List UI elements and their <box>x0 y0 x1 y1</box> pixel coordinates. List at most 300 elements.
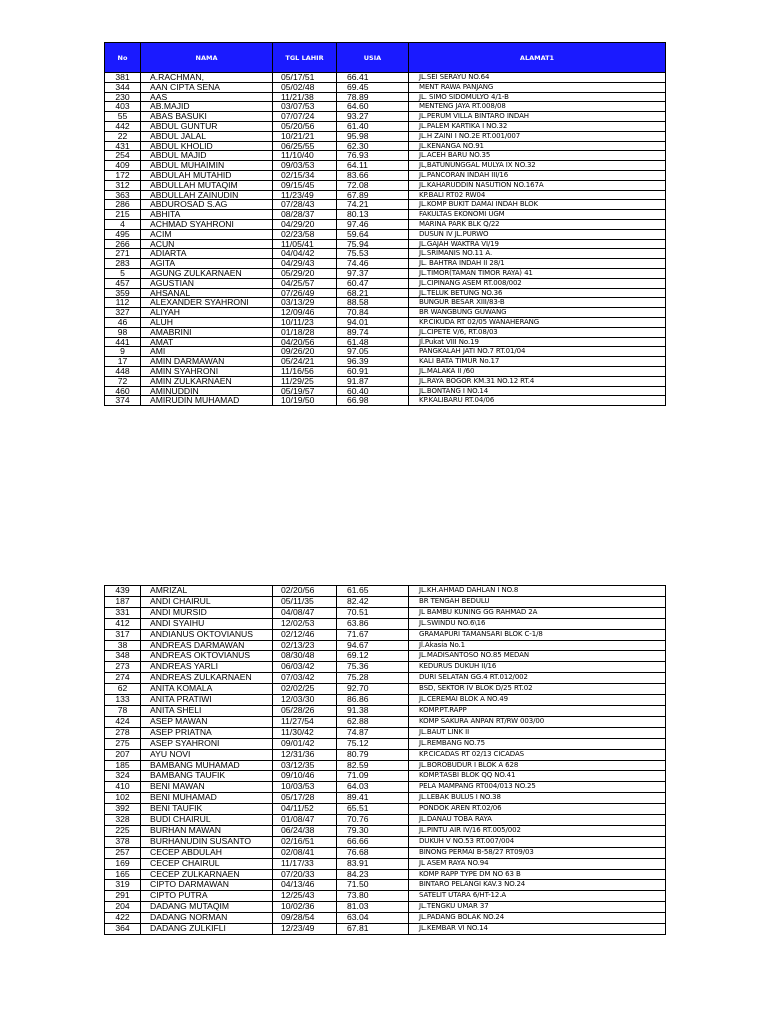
cell-usia: 97.46 <box>337 219 409 229</box>
cell-tgl-lahir: 05/19/57 <box>273 386 337 396</box>
cell-nama: ABAS BASUKI <box>141 112 273 122</box>
cell-alamat: KP.KALIBARU RT.04/06 <box>409 396 666 406</box>
cell-no: 286 <box>105 200 141 210</box>
cell-no: 378 <box>105 836 141 847</box>
table-row <box>105 738 666 749</box>
table-row <box>105 112 666 122</box>
cell-tgl-lahir: 06/24/38 <box>273 825 337 836</box>
cell-no: 410 <box>105 782 141 793</box>
cell-alamat: GRAMAPURI TAMANSARI BLOK C-1/8 <box>409 629 666 640</box>
cell-alamat: JL.ACEH BARU NO.35 <box>409 151 666 161</box>
cell-alamat: JL.PERUM VILLA BINTARO INDAH <box>409 112 666 122</box>
cell-tgl-lahir: 11/16/56 <box>273 366 337 376</box>
cell-tgl-lahir: 09/03/53 <box>273 161 337 171</box>
cell-no: 225 <box>105 825 141 836</box>
cell-usia: 92.70 <box>337 684 409 695</box>
cell-usia: 96.39 <box>337 357 409 367</box>
table-row <box>105 836 666 847</box>
cell-nama: ACIM <box>141 229 273 239</box>
table-row <box>105 586 666 597</box>
cell-tgl-lahir: 04/11/52 <box>273 804 337 815</box>
cell-usia: 69.12 <box>337 651 409 662</box>
table-row <box>105 858 666 869</box>
cell-nama: AHSANAL <box>141 288 273 298</box>
cell-usia: 61.40 <box>337 121 409 131</box>
cell-no: 312 <box>105 180 141 190</box>
cell-tgl-lahir: 06/25/55 <box>273 141 337 151</box>
cell-tgl-lahir: 01/18/28 <box>273 327 337 337</box>
cell-tgl-lahir: 08/28/37 <box>273 210 337 220</box>
cell-alamat: JL.TELUK BETUNG NO.36 <box>409 288 666 298</box>
cell-no: 275 <box>105 738 141 749</box>
cell-usia: 89.41 <box>337 793 409 804</box>
cell-no: 46 <box>105 317 141 327</box>
cell-nama: A.RACHMAN, <box>141 73 273 83</box>
cell-usia: 67.89 <box>337 190 409 200</box>
cell-alamat: JL ASEM RAYA NO.94 <box>409 858 666 869</box>
header-nama: NAMA <box>141 43 273 73</box>
cell-tgl-lahir: 11/30/42 <box>273 727 337 738</box>
cell-tgl-lahir: 09/10/46 <box>273 771 337 782</box>
cell-tgl-lahir: 08/30/48 <box>273 651 337 662</box>
cell-nama: ASEP MAWAN <box>141 716 273 727</box>
cell-nama: ABDUL GUNTUR <box>141 121 273 131</box>
cell-alamat: FAKULTAS EKONOMI UGM <box>409 210 666 220</box>
cell-nama: BAMBANG TAUFIK <box>141 771 273 782</box>
cell-no: 133 <box>105 695 141 706</box>
table-row <box>105 749 666 760</box>
table-row <box>105 151 666 161</box>
cell-tgl-lahir: 02/02/25 <box>273 684 337 695</box>
cell-usia: 72.08 <box>337 180 409 190</box>
table-row <box>105 684 666 695</box>
cell-nama: AMINUDDIN <box>141 386 273 396</box>
cell-alamat: DUKUH V NO.53 RT.007/004 <box>409 836 666 847</box>
cell-alamat: JL.BAUT LINK II <box>409 727 666 738</box>
table-row <box>105 825 666 836</box>
table-row <box>105 327 666 337</box>
cell-tgl-lahir: 11/10/40 <box>273 151 337 161</box>
cell-nama: ACHMAD SYAHRONI <box>141 219 273 229</box>
cell-no: 317 <box>105 629 141 640</box>
cell-no: 185 <box>105 760 141 771</box>
cell-no: 424 <box>105 716 141 727</box>
cell-alamat: JL.KENANGA NO.91 <box>409 141 666 151</box>
cell-usia: 76.93 <box>337 151 409 161</box>
table-row <box>105 268 666 278</box>
cell-usia: 60.40 <box>337 386 409 396</box>
cell-no: 291 <box>105 891 141 902</box>
cell-usia: 63.04 <box>337 913 409 924</box>
cell-alamat: MENT RAWA PANJANG <box>409 82 666 92</box>
cell-no: 457 <box>105 278 141 288</box>
table-row <box>105 924 666 935</box>
cell-no: 55 <box>105 112 141 122</box>
table-row <box>105 317 666 327</box>
cell-nama: AMIRUDIN MUHAMAD <box>141 396 273 406</box>
cell-usia: 82.42 <box>337 596 409 607</box>
cell-usia: 79.30 <box>337 825 409 836</box>
cell-tgl-lahir: 02/13/23 <box>273 640 337 651</box>
cell-usia: 65.51 <box>337 804 409 815</box>
cell-nama: BAMBANG MUHAMAD <box>141 760 273 771</box>
cell-usia: 66.66 <box>337 836 409 847</box>
cell-nama: ABDUL MAJID <box>141 151 273 161</box>
table-row <box>105 180 666 190</box>
cell-usia: 63.86 <box>337 618 409 629</box>
cell-tgl-lahir: 04/08/47 <box>273 607 337 618</box>
table-row <box>105 347 666 357</box>
cell-nama: ABDULLAH MUTAQIM <box>141 180 273 190</box>
cell-alamat: JL.SEI SERAYU NO.64 <box>409 73 666 83</box>
cell-usia: 76.68 <box>337 847 409 858</box>
cell-tgl-lahir: 07/07/24 <box>273 112 337 122</box>
cell-usia: 66.98 <box>337 396 409 406</box>
cell-no: 207 <box>105 749 141 760</box>
cell-tgl-lahir: 02/23/58 <box>273 229 337 239</box>
cell-no: 364 <box>105 924 141 935</box>
cell-no: 4 <box>105 219 141 229</box>
cell-no: 78 <box>105 705 141 716</box>
cell-alamat: KOMP.PT.RAPP <box>409 705 666 716</box>
cell-tgl-lahir: 05/20/56 <box>273 121 337 131</box>
cell-usia: 83.91 <box>337 858 409 869</box>
cell-no: 392 <box>105 804 141 815</box>
table-row <box>105 229 666 239</box>
cell-nama: BENI TAUFIK <box>141 804 273 815</box>
cell-alamat: JL.KH.AHMAD DAHLAN I NO.8 <box>409 586 666 597</box>
cell-alamat: JL.REMBANG NO.75 <box>409 738 666 749</box>
cell-alamat: JL.KEMBAR VI NO.14 <box>409 924 666 935</box>
cell-tgl-lahir: 09/26/20 <box>273 347 337 357</box>
cell-no: 495 <box>105 229 141 239</box>
cell-usia: 70.76 <box>337 815 409 826</box>
cell-usia: 68.21 <box>337 288 409 298</box>
cell-usia: 78.89 <box>337 92 409 102</box>
cell-no: 278 <box>105 727 141 738</box>
cell-usia: 60.47 <box>337 278 409 288</box>
cell-tgl-lahir: 04/29/43 <box>273 259 337 269</box>
cell-usia: 64.03 <box>337 782 409 793</box>
cell-tgl-lahir: 04/20/56 <box>273 337 337 347</box>
table-row <box>105 170 666 180</box>
table-row <box>105 386 666 396</box>
cell-nama: CIPTO DARMAWAN <box>141 880 273 891</box>
cell-nama: ALUH <box>141 317 273 327</box>
table-row <box>105 288 666 298</box>
cell-tgl-lahir: 07/28/43 <box>273 200 337 210</box>
cell-no: 169 <box>105 858 141 869</box>
cell-alamat: JL. BAHTRA INDAH II 28/1 <box>409 259 666 269</box>
cell-nama: ALIYAH <box>141 308 273 318</box>
cell-tgl-lahir: 05/02/48 <box>273 82 337 92</box>
table-row <box>105 869 666 880</box>
cell-nama: BENI MAWAN <box>141 782 273 793</box>
cell-no: 359 <box>105 288 141 298</box>
cell-usia: 75.36 <box>337 662 409 673</box>
cell-tgl-lahir: 11/29/25 <box>273 376 337 386</box>
cell-no: 165 <box>105 869 141 880</box>
cell-nama: BUDI CHAIRUL <box>141 815 273 826</box>
cell-alamat: DUSUN IV JL.PURWO <box>409 229 666 239</box>
cell-no: 98 <box>105 327 141 337</box>
cell-usia: 75.12 <box>337 738 409 749</box>
cell-tgl-lahir: 04/29/20 <box>273 219 337 229</box>
cell-no: 319 <box>105 880 141 891</box>
cell-nama: ABDUL KHOLID <box>141 141 273 151</box>
cell-alamat: BR TENGAH BEDULU <box>409 596 666 607</box>
cell-nama: AGITA <box>141 259 273 269</box>
table-row <box>105 376 666 386</box>
cell-usia: 59.64 <box>337 229 409 239</box>
cell-usia: 74.46 <box>337 259 409 269</box>
cell-tgl-lahir: 05/17/51 <box>273 73 337 83</box>
cell-no: 283 <box>105 259 141 269</box>
cell-no: 348 <box>105 651 141 662</box>
cell-tgl-lahir: 11/05/41 <box>273 239 337 249</box>
cell-alamat: JL.RAYA BOGOR KM.31 NO.12 RT.4 <box>409 376 666 386</box>
cell-tgl-lahir: 11/17/33 <box>273 858 337 869</box>
cell-no: 422 <box>105 913 141 924</box>
table-row <box>105 815 666 826</box>
cell-no: 381 <box>105 73 141 83</box>
cell-usia: 71.67 <box>337 629 409 640</box>
cell-alamat: JL.CIPINANG ASEM RT.008/002 <box>409 278 666 288</box>
cell-no: 112 <box>105 298 141 308</box>
table-row <box>105 596 666 607</box>
table-row <box>105 210 666 220</box>
cell-alamat: JL.LEBAK BULUS I NO.38 <box>409 793 666 804</box>
cell-tgl-lahir: 10/03/53 <box>273 782 337 793</box>
cell-tgl-lahir: 11/23/49 <box>273 190 337 200</box>
cell-usia: 94.01 <box>337 317 409 327</box>
cell-usia: 94.67 <box>337 640 409 651</box>
table-row <box>105 219 666 229</box>
cell-tgl-lahir: 04/25/57 <box>273 278 337 288</box>
table-row <box>105 73 666 83</box>
table-row <box>105 239 666 249</box>
cell-usia: 97.05 <box>337 347 409 357</box>
table-row <box>105 278 666 288</box>
cell-nama: ABDULAH MUTAHID <box>141 170 273 180</box>
table-row <box>105 771 666 782</box>
cell-usia: 60.91 <box>337 366 409 376</box>
cell-alamat: KOMP.TASBI BLOK QQ NO.41 <box>409 771 666 782</box>
cell-nama: ADIARTA <box>141 249 273 259</box>
table-row <box>105 607 666 618</box>
table-row <box>105 651 666 662</box>
table-row <box>105 200 666 210</box>
table-row <box>105 727 666 738</box>
cell-nama: AMRIZAL <box>141 586 273 597</box>
cell-alamat: JL.CEREMAI BLOK A NO.49 <box>409 695 666 706</box>
cell-nama: CECEP CHAIRUL <box>141 858 273 869</box>
cell-alamat: JL.BOROBUDUR I BLOK A 628 <box>409 760 666 771</box>
table-row <box>105 82 666 92</box>
cell-nama: ASEP SYAHRONI <box>141 738 273 749</box>
cell-nama: ABHITA <box>141 210 273 220</box>
table-row <box>105 629 666 640</box>
cell-usia: 88.58 <box>337 298 409 308</box>
cell-nama: ANDREAS ZULKARNAEN <box>141 673 273 684</box>
cell-alamat: BR WANGBUNG GUWANG <box>409 308 666 318</box>
cell-nama: ANITA PRATIWI <box>141 695 273 706</box>
cell-tgl-lahir: 11/27/54 <box>273 716 337 727</box>
cell-no: 22 <box>105 131 141 141</box>
cell-nama: ALEXANDER SYAHRONI <box>141 298 273 308</box>
table-row <box>105 662 666 673</box>
cell-tgl-lahir: 04/13/46 <box>273 880 337 891</box>
cell-alamat: MENTENG JAYA RT.008/08 <box>409 102 666 112</box>
table-row <box>105 793 666 804</box>
cell-usia: 89.74 <box>337 327 409 337</box>
cell-alamat: KOMP SAKURA ANPAN RT/RW 003/00 <box>409 716 666 727</box>
cell-usia: 70.84 <box>337 308 409 318</box>
cell-no: 38 <box>105 640 141 651</box>
table-row <box>105 102 666 112</box>
cell-usia: 81.03 <box>337 902 409 913</box>
cell-no: 442 <box>105 121 141 131</box>
cell-nama: ANDREAS YARLI <box>141 662 273 673</box>
cell-nama: AGUSTIAN <box>141 278 273 288</box>
table-row <box>105 618 666 629</box>
cell-no: 271 <box>105 249 141 259</box>
cell-usia: 75.28 <box>337 673 409 684</box>
table-row <box>105 760 666 771</box>
table-row <box>105 366 666 376</box>
cell-no: 328 <box>105 815 141 826</box>
cell-no: 257 <box>105 847 141 858</box>
table-row <box>105 705 666 716</box>
cell-no: 460 <box>105 386 141 396</box>
header-alamat: ALAMAT1 <box>409 43 666 73</box>
cell-no: 9 <box>105 347 141 357</box>
table-row <box>105 640 666 651</box>
cell-no: 431 <box>105 141 141 151</box>
cell-alamat: Jl.Pukat VIII No.19 <box>409 337 666 347</box>
cell-nama: ASEP PRIATNA <box>141 727 273 738</box>
cell-tgl-lahir: 12/23/49 <box>273 924 337 935</box>
cell-tgl-lahir: 02/12/46 <box>273 629 337 640</box>
cell-usia: 74.21 <box>337 200 409 210</box>
cell-alamat: JL.SWINDU NO.6\16 <box>409 618 666 629</box>
table-row <box>105 298 666 308</box>
cell-alamat: JL BAMBU KUNING GG RAHMAD 2A <box>409 607 666 618</box>
table-row <box>105 673 666 684</box>
cell-usia: 82.59 <box>337 760 409 771</box>
cell-usia: 62.30 <box>337 141 409 151</box>
cell-nama: AMIN SYAHRONI <box>141 366 273 376</box>
cell-nama: ANDI CHAIRUL <box>141 596 273 607</box>
cell-no: 439 <box>105 586 141 597</box>
cell-tgl-lahir: 07/26/49 <box>273 288 337 298</box>
cell-tgl-lahir: 10/19/50 <box>273 396 337 406</box>
cell-no: 274 <box>105 673 141 684</box>
cell-usia: 64.11 <box>337 161 409 171</box>
table-row <box>105 131 666 141</box>
cell-tgl-lahir: 12/03/30 <box>273 695 337 706</box>
cell-nama: BURHAN MAWAN <box>141 825 273 836</box>
cell-no: 230 <box>105 92 141 102</box>
cell-nama: DADANG NORMAN <box>141 913 273 924</box>
table-row <box>105 141 666 151</box>
table-row <box>105 161 666 171</box>
cell-usia: 91.38 <box>337 705 409 716</box>
member-table-2 <box>104 585 666 935</box>
cell-alamat: DURI SELATAN GG.4 RT.012/002 <box>409 673 666 684</box>
cell-nama: AAN CIPTA SENA <box>141 82 273 92</box>
cell-no: 5 <box>105 268 141 278</box>
cell-alamat: Jl.Akasia No.1 <box>409 640 666 651</box>
table-row <box>105 891 666 902</box>
cell-usia: 61.48 <box>337 337 409 347</box>
cell-tgl-lahir: 06/03/42 <box>273 662 337 673</box>
cell-no: 412 <box>105 618 141 629</box>
cell-nama: ANDI MURSID <box>141 607 273 618</box>
cell-tgl-lahir: 02/16/51 <box>273 836 337 847</box>
table-row <box>105 121 666 131</box>
cell-nama: ACUN <box>141 239 273 249</box>
cell-no: 331 <box>105 607 141 618</box>
cell-usia: 95.98 <box>337 131 409 141</box>
cell-no: 266 <box>105 239 141 249</box>
cell-tgl-lahir: 10/11/23 <box>273 317 337 327</box>
cell-no: 204 <box>105 902 141 913</box>
cell-alamat: JL.BONTANG I NO.14 <box>409 386 666 396</box>
cell-alamat: MARINA PARK BLK Q/22 <box>409 219 666 229</box>
cell-usia: 75.53 <box>337 249 409 259</box>
cell-no: 324 <box>105 771 141 782</box>
cell-no: 102 <box>105 793 141 804</box>
cell-nama: AMAT <box>141 337 273 347</box>
cell-tgl-lahir: 11/21/38 <box>273 92 337 102</box>
cell-alamat: JL.CIPETE V/6, RT.08/03 <box>409 327 666 337</box>
table-row <box>105 847 666 858</box>
cell-no: 441 <box>105 337 141 347</box>
cell-no: 254 <box>105 151 141 161</box>
table-row <box>105 357 666 367</box>
cell-alamat: KOMP RAPP TYPE DM NO 63 B <box>409 869 666 880</box>
cell-tgl-lahir: 09/28/54 <box>273 913 337 924</box>
cell-usia: 83.66 <box>337 170 409 180</box>
cell-tgl-lahir: 09/01/42 <box>273 738 337 749</box>
cell-usia: 80.79 <box>337 749 409 760</box>
cell-alamat: BINONG PERMAI B-58/27 RT09/03 <box>409 847 666 858</box>
cell-nama: ANDI SYAIHU <box>141 618 273 629</box>
cell-alamat: KP.CIKUDA RT 02/05 WANAHERANG <box>409 317 666 327</box>
cell-usia: 86.86 <box>337 695 409 706</box>
table-row <box>105 913 666 924</box>
cell-no: 363 <box>105 190 141 200</box>
cell-alamat: JL.DANAU TOBA RAYA <box>409 815 666 826</box>
cell-tgl-lahir: 07/20/33 <box>273 869 337 880</box>
cell-no: 448 <box>105 366 141 376</box>
cell-usia: 62.88 <box>337 716 409 727</box>
cell-nama: AMABRINI <box>141 327 273 337</box>
cell-tgl-lahir: 05/11/35 <box>273 596 337 607</box>
cell-nama: CIPTO PUTRA <box>141 891 273 902</box>
cell-no: 187 <box>105 596 141 607</box>
table-row <box>105 92 666 102</box>
cell-no: 403 <box>105 102 141 112</box>
cell-alamat: JL.SRIMANIS NO.11 A. <box>409 249 666 259</box>
cell-tgl-lahir: 05/24/21 <box>273 357 337 367</box>
cell-tgl-lahir: 03/13/29 <box>273 298 337 308</box>
cell-alamat: BUNGUR BESAR XIII/83-B <box>409 298 666 308</box>
cell-no: 215 <box>105 210 141 220</box>
cell-tgl-lahir: 04/04/42 <box>273 249 337 259</box>
cell-no: 327 <box>105 308 141 318</box>
